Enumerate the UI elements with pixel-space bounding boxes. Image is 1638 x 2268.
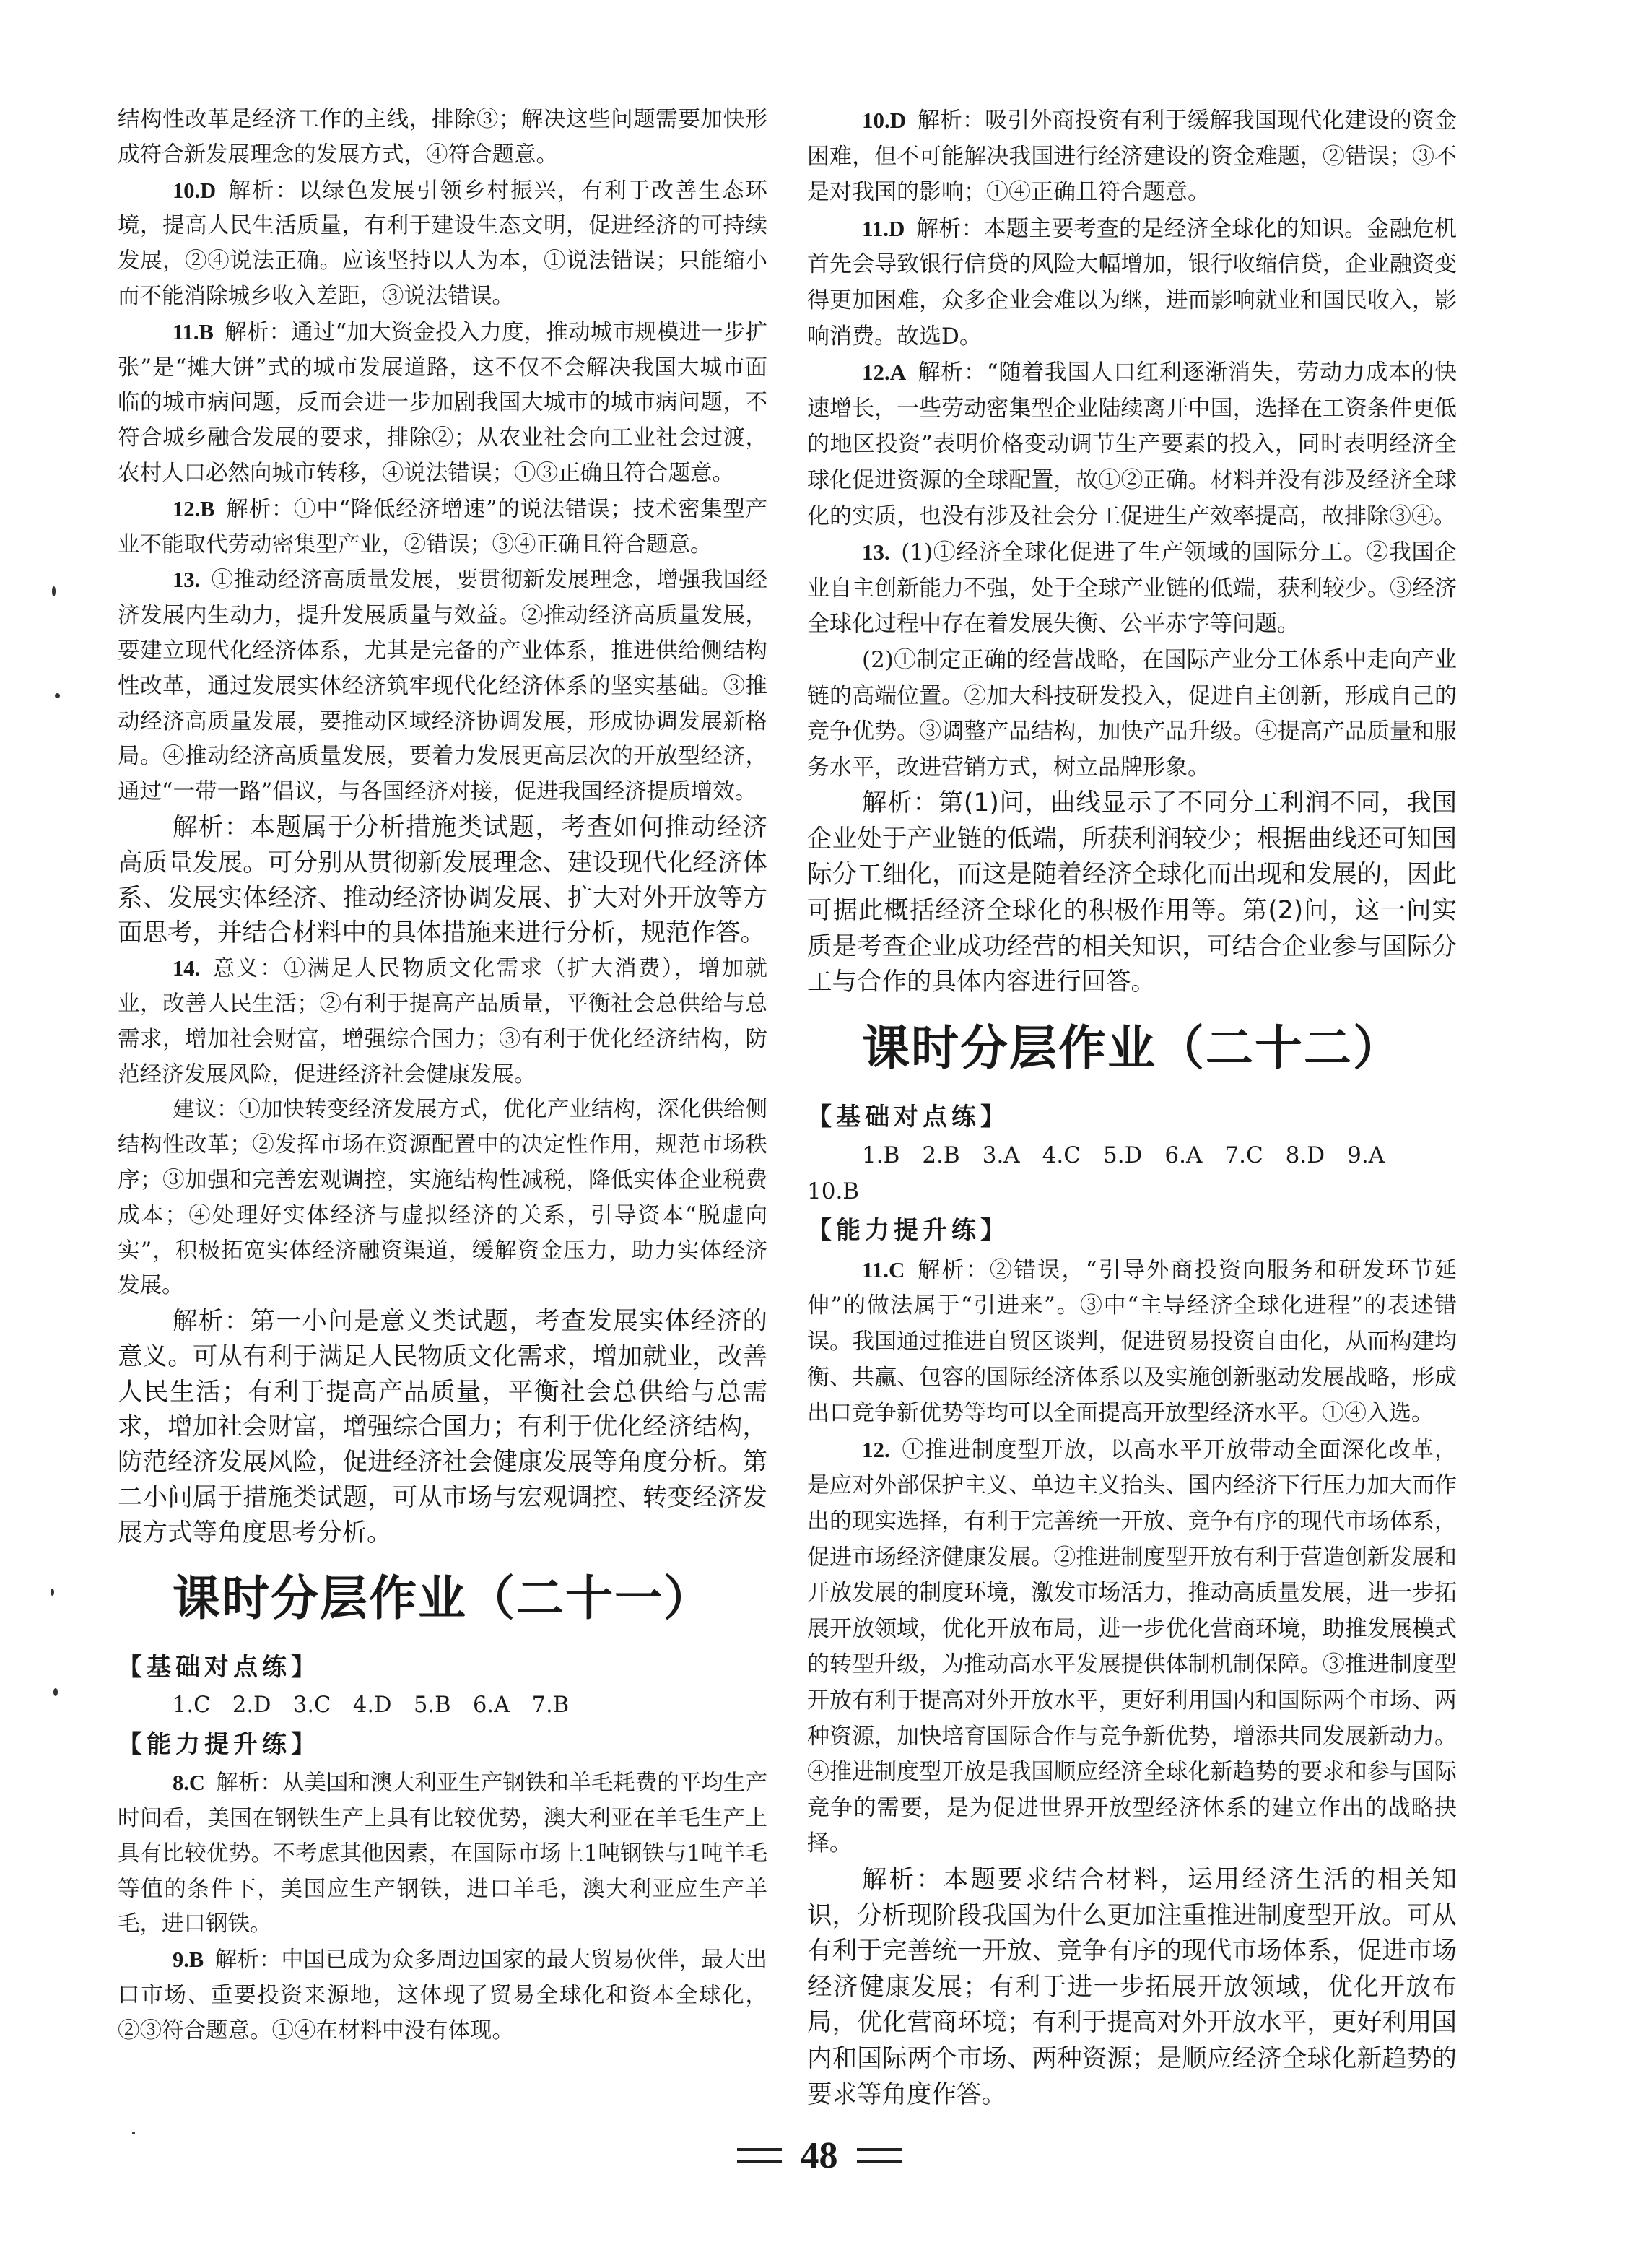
item-number: 11.B <box>173 319 214 344</box>
answer-item <box>807 211 1457 355</box>
analysis-paragraph: 解析：第(1)问，曲线显示了不同分工利润不同，我国企业处于产业链的低端，所获利润较少；根据曲线还可知国际分工细化，而这是随着经济全球化而出现和发展的，因此可据此概括经济全球化的积极作用等。第(2)问，这一问实质是考查企业成功经营的相关知识，可结合企业参与国际分工与合作的具体内容进行回答。 <box>807 788 1457 997</box>
item-body: 解析：通过“加大资金投入力度，推动城市规模进一步扩张”是“摊大饼”式的城市发展道路，这不仅不会解决我国大城市面临的城市病问题，反而会进一步加剧我国大城市的城市病问题，不符合城乡融合发展的要求，排除②；从农业社会向工业社会过渡，农村人口必然向城市转移，④说法错误；①③正确且符合题意。 <box>118 319 767 486</box>
analysis-paragraph: 解析：本题要求结合材料，运用经济生活的相关知识，分析现阶段我国为什么更加注重推进制度型开放。可从有利于完善统一开放、竞争有序的现代市场体系，促进市场经济健康发展；有利于进一步拓展开放领域，优化开放布局，优化营商环境；有利于提高对外开放水平，更好利用国内和国际两个市场、两种资源；是顺应经济全球化新趋势的要求等角度作答。 <box>807 1864 1457 2109</box>
item-number: 10.D <box>862 108 907 133</box>
item-body: ①推动经济高质量发展，要贯彻新发展理念，增强我国经济发展内生动力，提升发展质量与效益。②推动经济高质量发展，要建立现代化经济体系，尤其是完备的产业体系，推进供给侧结构性改革，通过发展实体经济筑牢现代化经济体系的坚实基础。③推动经济高质量发展，要推动区域经济协调发展，形成协调发展新格局。④推动经济高质量发展，要着力发展更高层次的开放型经济，通过“一带一路”倡议，与各国经济对接，促进我国经济提质增效。 <box>118 568 767 805</box>
answer-item <box>807 103 1457 211</box>
item-body: 解析：中国已成为众多周边国家的最大贸易伙伴，最大出口市场、重要投资来源地，这体现了贸易全球化和资本全球化，②③符合题意。①④在材料中没有体现。 <box>118 1947 767 2043</box>
scan-speck <box>55 693 60 698</box>
body-paragraph: 建议：①加快转变经济发展方式，优化产业结构，深化供给侧结构性改革；②发挥市场在资源配置中的决定性作用，规范市场秩序；③加强和完善宏观调控，实施结构性减税，降低实体企业税费成本；④处理好实体经济与虚拟经济的关系，引导资本“脱虚向实”，积极拓宽实体经济融资渠道，缓解资金压力，助力实体经济发展。 <box>118 1097 767 1299</box>
item-body: (1)①经济全球化促进了生产领域的国际分工。②我国企业自主创新能力不强，处于全球产业链的低端，获利较少。③经济全球化过程中存在着发展失衡、公平赤字等问题。 <box>807 539 1457 638</box>
item-number: 14. <box>173 956 201 981</box>
scan-speck <box>51 1589 54 1596</box>
subsection-label: 【基础对点练】 <box>118 1652 320 1682</box>
subsection-label: 【能力提升练】 <box>118 1729 320 1759</box>
item-number: 11.C <box>862 1256 905 1282</box>
item-number: 8.C <box>173 1770 205 1796</box>
body-paragraph: 结构性改革是经济工作的主线，排除③；解决这些问题需要加快形成符合新发展理念的发展方式，④符合题意。 <box>118 107 767 168</box>
answer-item <box>807 355 1457 534</box>
subsection-label: 【能力提升练】 <box>807 1216 1009 1246</box>
item-number: 12.B <box>173 496 215 521</box>
page-footer <box>0 2130 1638 2181</box>
item-body: 意义：①满足人民物质文化需求（扩大消费），增加就业，改善人民生活；②有利于提高产品质量，平衡社会总供给与总需求，增加社会财富，增强综合国力；③有利于优化经济结构，防范经济发展风险，促进经济社会健康发展。 <box>118 956 767 1087</box>
scan-speck <box>53 1688 58 1696</box>
answer-item <box>118 562 767 810</box>
item-number: 12.A <box>862 360 907 386</box>
item-body: 解析：“随着我国人口红利逐渐消失，劳动力成本的快速增长，一些劳动密集型企业陆续离开中国，选择在工资条件更低的地区投资”表明价格变动调节生产要素的投入，同时表明经济全球化促进资源的全球配置，故①②正确。材料并没有涉及经济全球化的实质，也没有涉及社会分工促进生产效率提高，故排除③④。 <box>807 360 1457 529</box>
subsection-label: 【基础对点练】 <box>807 1102 1009 1131</box>
item-number: 12. <box>862 1436 890 1462</box>
item-body: ①推进制度型开放，以高水平开放带动全面深化改革，是应对外部保护主义、单边主义抬头、国内经济下行压力加大而作出的现实选择，有利于完善统一开放、竞争有序的现代市场体系，促进市场经济健康发展。②推进制度型开放有利于营造创新发展和开放发展的制度环境，激发市场活力，推动高质量发展，进一步拓展开放领域，优化开放布局，进一步优化营商环境，助推发展模式的转型升级，为推动高水平发展提供体制机制保障。③推进制度型开放有利于提高对外开放水平，更好利用国内和国际两个市场、两种资源，加快培育国际合作与竞争新优势，增添共同发展新动力。④推进制度型开放是我国顺应经济全球化新趋势的要求和参与国际竞争的需要，是为促进世界开放型经济体系的建立作出的战略抉择。 <box>807 1436 1457 1857</box>
answer-item <box>118 951 767 1092</box>
answer-item <box>118 492 767 563</box>
answer-key-line: 1.B 2.B 3.A 4.C 5.D 6.A 7.C 8.D 9.A 10.B <box>807 1142 1408 1204</box>
answer-item <box>807 534 1457 643</box>
item-number: 13. <box>862 539 890 565</box>
item-body: 解析：以绿色发展引领乡村振兴，有利于改善生态环境，提高人民生活质量，有利于建设生态文明，促进经济的可持续发展，②④说法正确。应该坚持以人为本，①说法错误；只能缩小而不能消除城乡收入差距，③说法错误。 <box>118 178 767 309</box>
answer-item <box>118 315 767 492</box>
item-number: 13. <box>173 568 201 593</box>
analysis-paragraph: 解析：本题属于分析措施类试题，考查如何推动经济高质量发展。可分别从贯彻新发展理念、建设现代化经济体系、发展实体经济、推动经济协调发展、扩大对外开放等方面思考，并结合材料中的具体措施来进行分析，规范作答。 <box>118 812 767 948</box>
item-body: 解析：本题主要考查的是经济全球化的知识。金融危机首先会导致银行信贷的风险大幅增加，银行收缩信贷，企业融资变得更加困难，众多企业会难以为继，进而影响就业和国民收入，影响消费。故选D。 <box>807 215 1457 349</box>
item-number: 10.D <box>173 178 217 203</box>
answer-item <box>807 1432 1457 1862</box>
left-column <box>118 103 767 2049</box>
section-heading: 课时分层作业（二十二） <box>862 1020 1402 1076</box>
answer-key-line: 1.C 2.D 3.C 4.D 5.B 6.A 7.B <box>173 1693 570 1719</box>
page-number: 48 <box>800 2134 838 2176</box>
item-body: 解析：从美国和澳大利亚生产钢铁和羊毛耗费的平均生产时间看，美国在钢铁生产上具有比较优势，澳大利亚在羊毛生产上具有比较优势。不考虑其他因素，在国际市场上1吨钢铁与1吨羊毛等值的条件下，美国应生产钢铁，进口羊毛，澳大利亚应生产羊毛，进口钢铁。 <box>118 1770 767 1937</box>
body-paragraph: (2)①制定正确的经营战略，在国际产业分工体系中走向产业链的高端位置。②加大科技研发投入，促进自主创新，形成自己的竞争优势。③调整产品结构，加快产品升级。④提高产品质量和服务水平，改进营销方式，树立品牌形象。 <box>807 646 1457 781</box>
scan-speck <box>52 586 56 596</box>
footer-rule-left <box>737 2148 782 2163</box>
item-body: 解析：②错误，“引导外商投资向服务和研发环节延伸”的做法属于“引进来”。③中“主导经济全球化进程”的表述错误。我国通过推进自贸区谈判，促进贸易投资自由化，从而构建均衡、共赢、包容的国际经济体系以及实施创新驱动发展战略，形成出口竞争新优势等均可以全面提高开放型经济水平。①④入选。 <box>807 1256 1457 1427</box>
item-number: 11.D <box>862 215 905 241</box>
answer-item <box>118 1765 767 1942</box>
analysis-paragraph: 解析：第一小问是意义类试题，考查发展实体经济的意义。可从有利于满足人民物质文化需求，增加就业，改善人民生活；有利于提高产品质量，平衡社会总供给与总需求，增加社会财富，增强综合国力；有利于优化经济结构，防范经济发展风险，促进经济社会健康发展等角度分析。第二小问属于措施类试题，可从市场与宏观调控、转变经济发展方式等角度思考分析。 <box>118 1307 767 1547</box>
answer-item <box>807 1252 1457 1432</box>
item-body: 解析：吸引外商投资有利于缓解我国现代化建设的资金困难，但不可能解决我国进行经济建设的资金难题，②错误；③不是对我国的影响；①④正确且符合题意。 <box>807 108 1457 206</box>
item-number: 9.B <box>173 1947 204 1973</box>
answer-item <box>118 173 767 315</box>
scan-speck <box>132 2132 135 2134</box>
answer-item <box>118 1942 767 2048</box>
item-body: 解析：①中“降低经济增速”的说法错误；技术密集型产业不能取代劳动密集型产业，②错误；③④正确且符合题意。 <box>118 496 767 557</box>
right-column <box>807 103 1457 2113</box>
footer-rule-right <box>857 2148 902 2163</box>
section-heading: 课时分层作业（二十一） <box>173 1570 713 1626</box>
